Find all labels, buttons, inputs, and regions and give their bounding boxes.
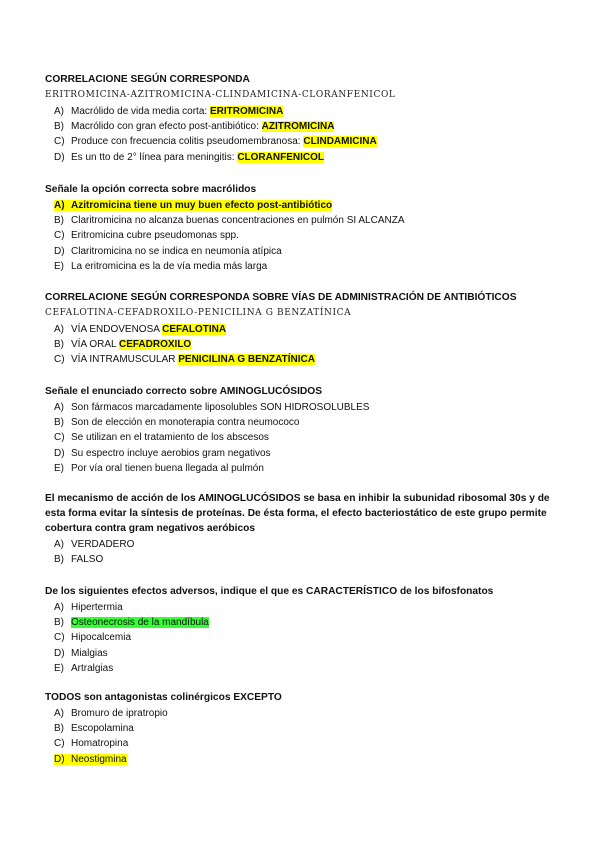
question-subtitle: ERITROMICINA-AZITROMICINA-CLINDAMICINA-CLORANFENICOL	[45, 90, 396, 100]
option-b: B) Claritromicina no alcanza buenas concentraciones en pulmón SI ALCANZA	[54, 215, 405, 227]
option-d: D) Claritromicina no se indica en neumonía atípica	[54, 245, 282, 257]
question-title: CORRELACIONE SEGÚN CORRESPONDA SOBRE VÍAS DE ADMINISTRACIÓN DE ANTIBIÓTICOS	[45, 292, 517, 303]
question-title: El mecanismo de acción de los AMINOGLUCÓSIDOS se basa en inhibir la subunidad ribosomal 30s y de esta forma evitar la síntesis de proteínas. De ésta forma, el efecto bacteriostático de este grupo permite cobertura contra gram negativos aeróbicos	[45, 493, 550, 534]
question-4	[45, 384, 560, 476]
answer-highlight: CLORANFENICOL	[237, 151, 324, 163]
correct-answer: Neostigmina	[71, 753, 127, 765]
question-title: TODOS son antagonistas colinérgicos EXCEPTO	[45, 692, 282, 703]
option-a: A) Bromuro de ipratropio	[54, 708, 168, 719]
question-7	[45, 690, 560, 767]
question-title: De los siguientes efectos adversos, indique el que es CARACTERÍSTICO de los bifosfonatos	[45, 586, 494, 597]
option-b: B) VÍA ORAL CEFADROXILO	[54, 339, 192, 351]
question-2	[45, 182, 560, 274]
option-a: A) Azitromicina tiene un muy buen efecto post-antibiótico	[54, 200, 333, 211]
option-e: E) Por vía oral tienen buena llegada al pulmón	[54, 462, 264, 474]
option-d: D) Su espectro incluye aerobios gram negativos	[54, 447, 271, 459]
option-c: C) Se utilizan en el tratamiento de los abscesos	[54, 432, 269, 444]
option-c: C) Hipocalcemia	[54, 632, 132, 644]
option-c: C) Eritromicina cubre pseudomonas spp.	[54, 230, 239, 242]
option-e: E) La eritromicina es la de vía media más larga	[54, 260, 268, 272]
option-b: B) Son de elección en monoterapia contra neumococo	[54, 417, 300, 429]
option-b: B) FALSO	[54, 554, 104, 566]
option-list	[45, 104, 560, 165]
option-c: C) VÍA INTRAMUSCULAR PENICILINA G BENZATÍNICA	[54, 354, 315, 366]
answer-highlight: CEFALOTINA	[162, 324, 227, 335]
option-b: B) Osteonecrosis de la mandíbula	[54, 617, 209, 629]
option-d: D) Mialgias	[54, 647, 108, 659]
option-c: C) Homatropina	[54, 738, 129, 750]
answer-highlight: CEFADROXILO	[118, 339, 192, 351]
option-a: A) VERDADERO	[54, 539, 135, 550]
question-subtitle: CEFALOTINA-CEFADROXILO-PENICILINA G BENZATÍNICA	[45, 308, 352, 318]
option-list	[45, 400, 560, 476]
question-title: CORRELACIONE SEGÚN CORRESPONDA	[45, 74, 250, 85]
option-e: E) Artralgias	[54, 662, 114, 674]
answer-highlight: AZITROMICINA	[261, 121, 335, 133]
option-a: A) VÍA ENDOVENOSA CEFALOTINA	[54, 324, 227, 335]
answer-highlight: CLINDAMICINA	[303, 136, 377, 148]
question-3	[45, 290, 560, 368]
option-c: C) Produce con frecuencia colitis pseudomembranosa: CLINDAMICINA	[54, 136, 377, 148]
answer-highlight: ERITROMICINA	[209, 106, 284, 117]
answer-highlight: PENICILINA G BENZATÍNICA	[178, 354, 315, 366]
option-list	[45, 600, 560, 676]
option-d: D) Es un tto de 2° línea para meningitis: CLORANFENICOL	[54, 151, 324, 163]
option-a: A) Hipertermia	[54, 602, 123, 613]
option-b: B) Macrólido con gran efecto post-antibiótico: AZITROMICINA	[54, 121, 335, 133]
correct-answer: Azitromicina tiene un muy buen efecto post-antibiótico	[71, 200, 333, 211]
question-1	[45, 72, 560, 165]
option-list	[45, 706, 560, 767]
option-list	[45, 537, 560, 567]
question-title: Señale la opción correcta sobre macrólidos	[45, 184, 257, 195]
option-a: A) Son fármacos marcadamente liposolubles SON HIDROSOLUBLES	[54, 402, 370, 413]
option-b: B) Escopolamina	[54, 723, 134, 735]
question-5	[45, 491, 560, 567]
option-list	[45, 322, 560, 368]
option-list	[45, 198, 560, 274]
option-a: A) Macrólido de vida media corta: ERITROMICINA	[54, 106, 284, 117]
option-d: D) Neostigmina	[54, 753, 127, 765]
question-title: Señale el enunciado correcto sobre AMINOGLUCÓSIDOS	[45, 386, 323, 397]
question-6	[45, 584, 560, 676]
correct-answer: Osteonecrosis de la mandíbula	[71, 617, 209, 629]
